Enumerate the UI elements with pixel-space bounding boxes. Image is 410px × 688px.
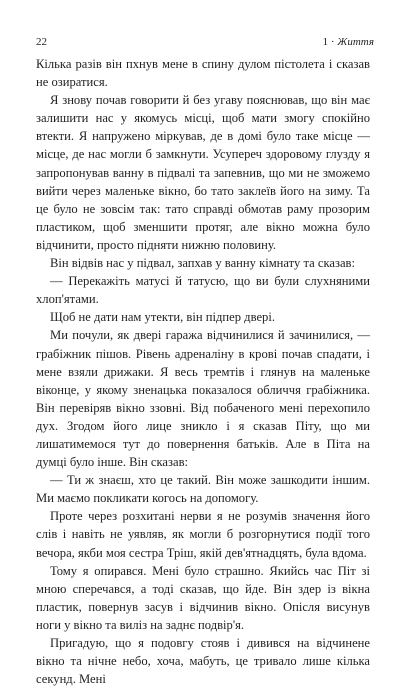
paragraph: Ми почули, як двері гаража відчинилися й зачинилися, — грабіжник пішов. Рівень адреналіну в крові почав спадати, і мене взяли дрижаки. Я весь тремтів і глянув на маленьке віконце, у якому зненацька показалося обличчя грабіжника. Він перевіряв вікно ззовні. Від побаченого мені перехопило дух. Згодом його лице зникло і я сказав Піту, що ми лишатимемося тут до повернення батьків. Але в Піта на думці було інше. Він сказав:	[36, 328, 370, 470]
page-header	[36, 35, 374, 49]
paragraph: — Ти ж знаєш, хто це такий. Він може зашкодити іншим. Ми маємо покликати когось на допомогу.	[36, 473, 370, 506]
body-text	[36, 55, 370, 688]
page-number: 22	[36, 36, 47, 48]
paragraph: Я знову почав говорити й без угаву пояснював, що він має залишити нас у якомусь місці, щоб мати змогу спокійно втекти. Я напружено міркував, де в домі було таке місце — місце, де нас могли б замкнути. Усупереч здоровому глузду я запропонував ванну в підвалі та запевнив, що ми не зможемо вийти через маленьке вікно, бо тато заклеїв його на зиму. Та це було не зовсім так: тато справді обмотав раму прозорим пластиком, щоб зменшити протяг, але вікно можна було відчинити, просто підняти нижню половину.	[36, 93, 370, 252]
paragraph: Проте через розхитані нерви я не розумів значення його слів і навіть не уявляв, як могли б розгорнутися події того вечора, якби моя сестра Тріш, якій дев'ятнадцять, була вдома.	[36, 509, 370, 560]
paragraph: Він відвів нас у підвал, запхав у ванну кімнату та сказав:	[50, 256, 355, 271]
paragraph: Кілька разів він пхнув мене в спину дулом пістолета і сказав не озиратися.	[36, 57, 370, 90]
paragraph: Тому я опирався. Мені було страшно. Якийсь час Піт зі мною сперечався, а тоді сказав, що йде. Він здер із вікна пластик, повернув засув і відчинив вікно. Опісля висунув ноги у вікно та виліз на заднє подвір'я.	[36, 563, 370, 632]
paragraph: — Перекажіть матусі й татусю, що ви були слухняними хлоп'ятами.	[36, 274, 370, 307]
header-separator: ·	[330, 36, 335, 48]
running-head	[323, 35, 374, 49]
chapter-number: 1	[322, 36, 329, 48]
chapter-title: Життя	[337, 36, 374, 48]
paragraph: Пригадую, що я подовгу стояв і дивився на відчинене вікно та нічне небо, хоча, мабуть, це тривало лише кілька секунд. Мені	[36, 636, 370, 687]
paragraph: Щоб не дати нам утекти, він підпер двері.	[50, 310, 275, 325]
